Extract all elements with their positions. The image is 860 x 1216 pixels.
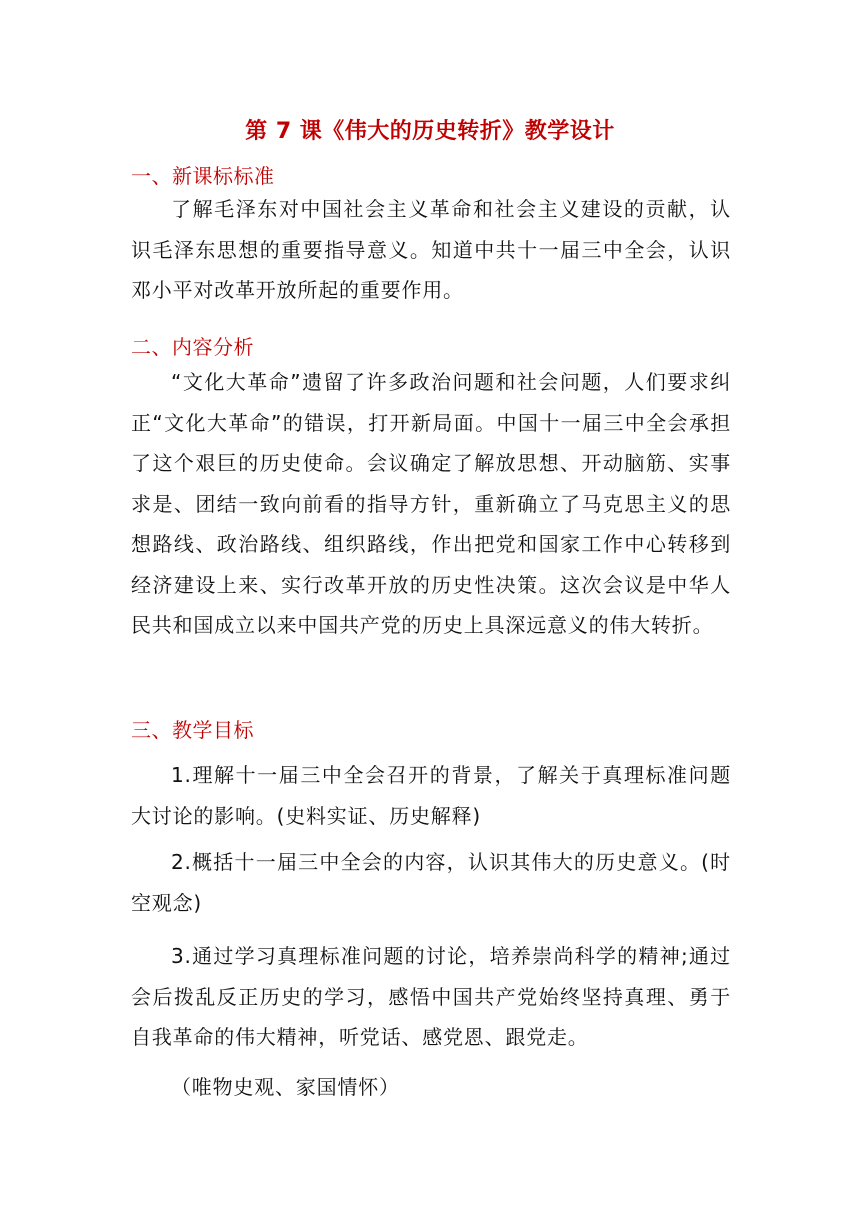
objective-item-2: 2.概括十一届三中全会的内容，认识其伟大的历史意义。(时空观念) (131, 850, 731, 915)
paragraph-content-analysis: “文化大革命”遗留了许多政治问题和社会问题，人们要求纠正“文化大革命”的错误，打开新局面。中国十一届三中全会承担了这个艰巨的历史使命。会议确定了解放思想、开动脑筋、实事求是、团结一致向前看的指导方针，重新确立了马克思主义的思想路线、政治路线、组织路线，作出把党和国家工作中心转移到经济建设上来、实行改革开放的历史性决策。这次会议是中华人民共和国成立以来中国共产党的历史上具深远意义的伟大转折。 (131, 370, 731, 637)
paragraph-curriculum-standard: 了解毛泽东对中国社会主义革命和社会主义建设的贡献，认识毛泽东思想的重要指导意义。知道中共十一届三中全会，认识邓小平对改革开放所起的重要作用。 (131, 197, 731, 302)
section-heading-curriculum-standard: 一、新课标标准 (131, 164, 275, 188)
section-heading-content-analysis: 二、内容分析 (131, 335, 254, 359)
section-heading-teaching-objectives: 三、教学目标 (131, 718, 254, 742)
objective-item-3: 3.通过学习真理标准问题的讨论，培养崇尚科学的精神;通过会后拨乱反正历史的学习，感悟中国共产党始终坚持真理、勇于自我革命的伟大精神，听党话、感党恩、跟党走。 (131, 944, 731, 1049)
document-title: 第 7 课《伟大的历史转折》教学设计 (245, 119, 615, 144)
objective-item-1: 1.理解十一届三中全会召开的背景，了解关于真理标准问题大讨论的影响。(史料实证、历史解释) (131, 763, 731, 828)
objective-competencies-note: （唯物史观、家国情怀） (171, 1075, 400, 1099)
